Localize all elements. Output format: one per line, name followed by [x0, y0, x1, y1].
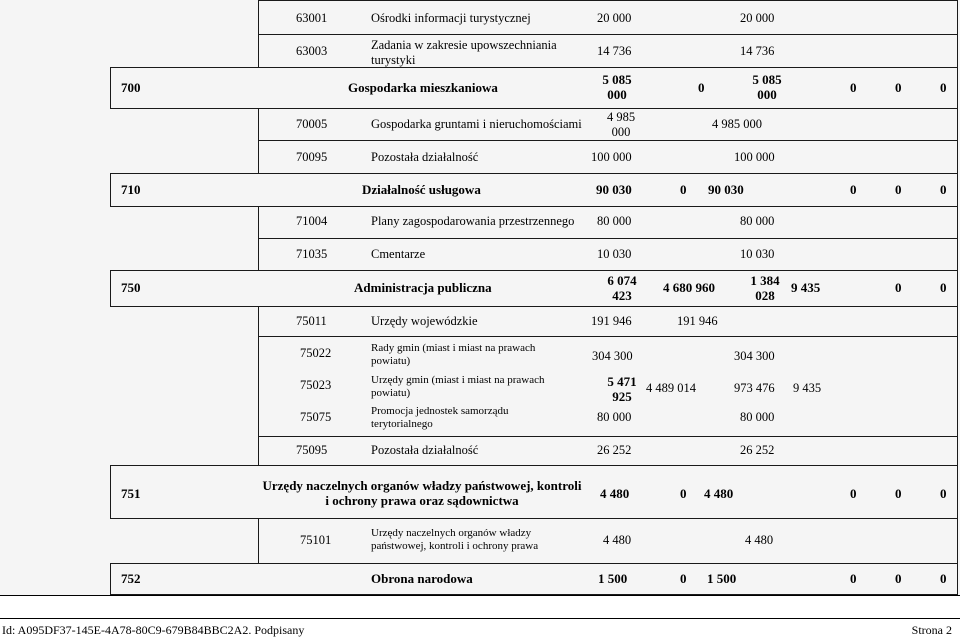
row-col-f: 0: [895, 80, 902, 95]
table-row: [110, 563, 958, 595]
row-total: 5 471 925: [607, 374, 637, 404]
row-name: Urzędy gmin (miast i miast na prawach powiatu): [371, 374, 545, 399]
row-code: 700: [121, 80, 141, 95]
row-current: 14 736: [740, 44, 775, 58]
row-name: Gospodarka mieszkaniowa: [348, 80, 498, 95]
row-code: 75023: [300, 378, 332, 392]
row-col-d: 1 384 028: [750, 273, 780, 303]
page-number: Strona 2: [911, 623, 952, 637]
row-col-c: 0: [680, 571, 687, 586]
row-col-d: 973 476: [734, 381, 775, 395]
row-col-f: 0: [895, 280, 902, 295]
row-current: 26 252: [740, 443, 775, 457]
row-current: 4 985 000: [712, 117, 762, 131]
row-name: Ośrodki informacji turystycznej: [371, 11, 531, 25]
row-col-g: 0: [940, 571, 947, 586]
row-total: 4 480: [603, 533, 632, 547]
row-name: Gospodarka gruntami i nieruchomościami: [371, 117, 582, 131]
row-col-d: 5 085 000: [752, 72, 782, 102]
row-name: Zadania w zakresie upowszechniania turystyki: [371, 38, 557, 67]
row-name: Rady gmin (miast i miast na prawach powiatu): [371, 342, 536, 367]
row-total: 5 085 000: [602, 72, 632, 102]
row-name: Administracja publiczna: [354, 280, 492, 295]
row-total: 191 946: [591, 314, 632, 328]
row-code: 75022: [300, 346, 332, 360]
row-col-f: 0: [895, 486, 902, 501]
table-row: [110, 270, 958, 307]
row-code: 752: [121, 571, 141, 586]
row-name: Urzędy naczelnych organów władzy państwowej, kontroli i ochrony prawa: [371, 527, 539, 552]
row-col-g: 0: [940, 80, 947, 95]
row-current: 80 000: [740, 410, 775, 424]
row-code: 71035: [296, 247, 328, 261]
row-col-c: 4 489 014: [646, 381, 696, 395]
row-name: Pozostała działalność: [371, 443, 479, 457]
row-col-c: 0: [680, 486, 687, 501]
row-col-e: 9 435: [791, 280, 821, 295]
row-code: 75011: [296, 314, 327, 328]
row-code: 70005: [296, 117, 328, 131]
row-total: 1 500: [598, 571, 628, 586]
row-col-f: 0: [895, 571, 902, 586]
row-code: 750: [121, 280, 141, 295]
row-name: Urzędy naczelnych organów władzy państwowej, kontroli i ochrony prawa oraz sądownictwa: [262, 478, 582, 508]
row-col-c: 4 680 960: [663, 280, 715, 295]
row-code: 710: [121, 182, 141, 197]
row-code: 70095: [296, 150, 328, 164]
row-current: 10 030: [740, 247, 775, 261]
row-total: 80 000: [597, 410, 632, 424]
table-row: [110, 173, 958, 207]
row-total: 90 030: [596, 182, 632, 197]
row-col-g: 0: [940, 182, 947, 197]
row-total: 100 000: [591, 150, 632, 164]
row-total: 10 030: [597, 247, 632, 261]
table-row: [110, 67, 958, 109]
row-col-e: 0: [850, 486, 857, 501]
row-total: 4 480: [600, 486, 630, 501]
row-name: Działalność usługowa: [362, 182, 481, 197]
row-name: Cmentarze: [371, 247, 426, 261]
row-col-e: 9 435: [793, 381, 822, 395]
row-code: 71004: [296, 214, 328, 228]
row-code: 63003: [296, 44, 328, 58]
row-total: 26 252: [597, 443, 632, 457]
row-code: 75075: [300, 410, 332, 424]
row-name: Promocja jednostek samorządu terytorialnego: [371, 405, 509, 430]
row-col-c: 0: [680, 182, 687, 197]
row-current: 100 000: [734, 150, 775, 164]
row-current: 304 300: [734, 349, 775, 363]
page-footer: [0, 595, 960, 639]
footer-divider: [0, 618, 960, 619]
row-code: 751: [121, 486, 141, 501]
row-col-g: 0: [940, 280, 947, 295]
row-total: 14 736: [597, 44, 632, 58]
row-col-e: 0: [850, 80, 857, 95]
row-total: 4 985 000: [606, 110, 636, 139]
row-col-d: 4 480: [704, 486, 734, 501]
row-code: 75101: [300, 533, 332, 547]
row-code: 75095: [296, 443, 328, 457]
row-col-d: 90 030: [708, 182, 744, 197]
row-total: 20 000: [597, 11, 632, 25]
row-col-g: 0: [940, 486, 947, 501]
row-current: 191 946: [677, 314, 718, 328]
row-current: 80 000: [740, 214, 775, 228]
row-col-c: 0: [698, 80, 705, 95]
row-total: 80 000: [597, 214, 632, 228]
row-current: 4 480: [745, 533, 774, 547]
row-code: 63001: [296, 11, 328, 25]
row-name: Plany zagospodarowania przestrzennego: [371, 214, 575, 228]
row-name: Pozostała działalność: [371, 150, 479, 164]
row-name: Urzędy wojewódzkie: [371, 314, 478, 328]
row-col-e: 0: [850, 571, 857, 586]
row-name: Obrona narodowa: [371, 571, 473, 586]
row-col-d: 1 500: [707, 571, 737, 586]
row-col-f: 0: [895, 182, 902, 197]
row-total: 6 074 423: [607, 273, 637, 303]
row-total: 304 300: [592, 349, 633, 363]
row-col-e: 0: [850, 182, 857, 197]
row-current: 20 000: [740, 11, 775, 25]
document-id: Id: A095DF37-145E-4A78-80C9-679B84BBC2A2. Podpisany: [2, 623, 305, 637]
